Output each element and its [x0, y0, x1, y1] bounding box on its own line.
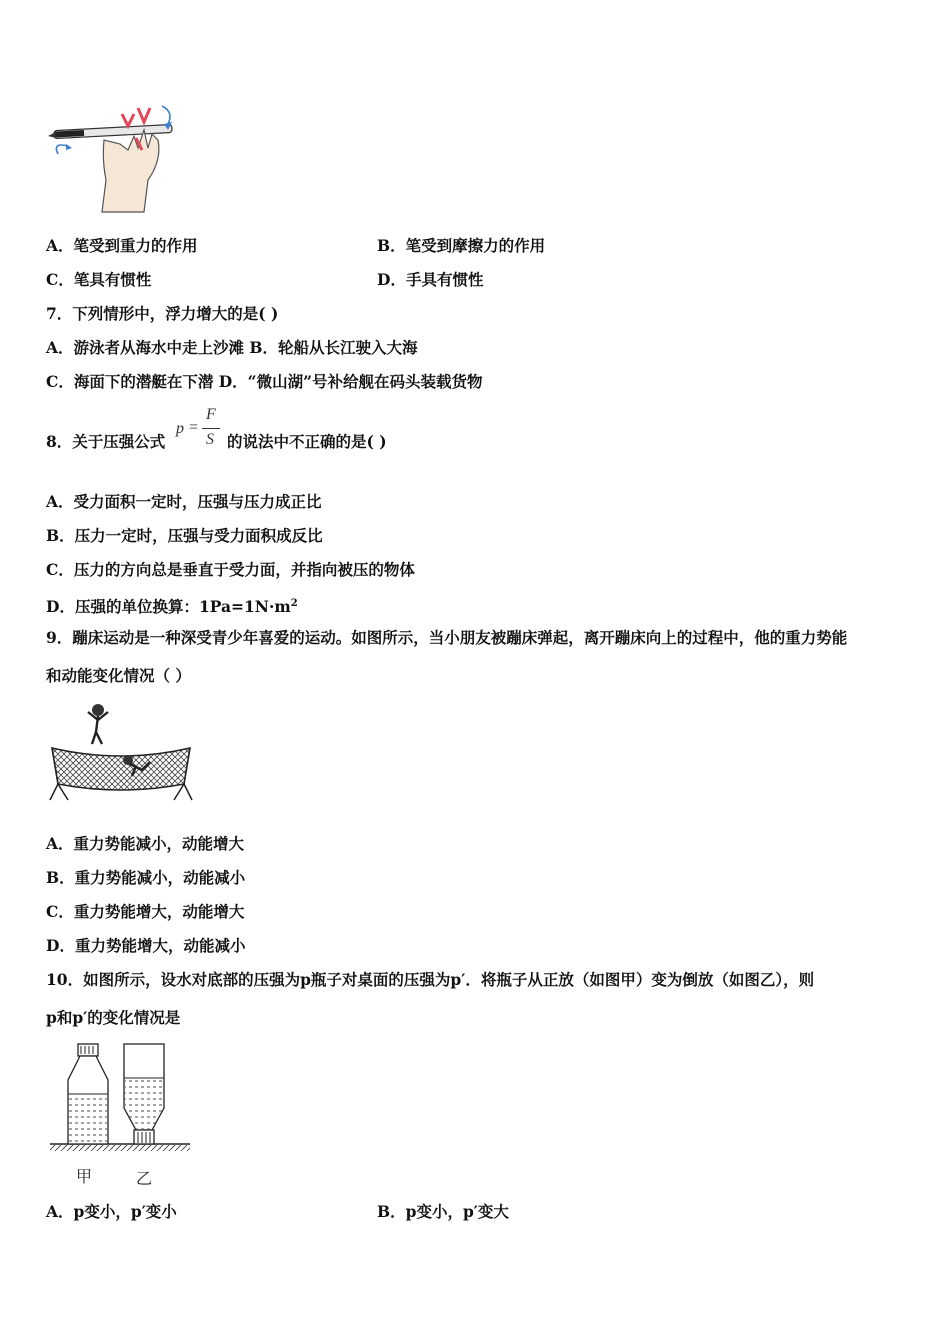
- q8-option-d: [46, 594, 298, 617]
- formula-p: p: [176, 420, 184, 437]
- q10-option-b: B．p变小，p′变大: [377, 1202, 509, 1221]
- figure-label-yi: 乙: [136, 1169, 153, 1188]
- q8-option-d-text: D．压强的单位换算：1Pa=1N·m: [46, 597, 291, 617]
- q6-option-b: B．笔受到摩擦力的作用: [377, 236, 546, 255]
- formula-denominator: S: [206, 431, 214, 448]
- pressure-formula: [174, 406, 224, 454]
- q8-option-a: A．受力面积一定时，压强与压力成正比: [46, 492, 322, 511]
- q9-option-d: D．重力势能增大，动能减小: [46, 936, 246, 955]
- q9-stem-line1: 9．蹦床运动是一种深受青少年喜爱的运动。如图所示，当小朋友被蹦床弹起，离开蹦床向上的过程中，他的重力势能: [46, 628, 848, 647]
- fraction-bar: [202, 428, 220, 429]
- q7-options-cd: C．海面下的潜艇在下潜 D．“微山湖”号补给舰在码头装载货物: [46, 372, 483, 391]
- q6-option-c: C．笔具有惯性: [46, 270, 152, 289]
- q8-option-c: C．压力的方向总是垂直于受力面，并指向被压的物体: [46, 560, 415, 579]
- q9-option-a: A．重力势能减小，动能增大: [46, 834, 245, 853]
- q8-option-d-exponent: 2: [290, 598, 298, 609]
- q10-stem-line1: 10．如图所示，设水对底部的压强为p瓶子对桌面的压强为p′．将瓶子从正放（如图甲）变为倒放（如图乙），则: [46, 970, 815, 989]
- q9-option-b: B．重力势能减小，动能减小: [46, 868, 246, 887]
- q7-options-ab: A．游泳者从海水中走上沙滩 B．轮船从长江驶入大海: [46, 338, 418, 357]
- q10-stem-line2: p和p′的变化情况是: [46, 1008, 181, 1027]
- figure-label-jia: 甲: [76, 1167, 93, 1186]
- hand-pen-figure: [44, 100, 184, 218]
- q7-stem: 7．下列情形中，浮力增大的是( ): [46, 304, 279, 323]
- formula-equals: =: [189, 419, 199, 436]
- q10-option-a: A．p变小，p′变小: [46, 1202, 177, 1221]
- q8-stem-prefix: 8．关于压强公式: [46, 432, 166, 451]
- q8-option-b: B．压力一定时，压强与受力面积成反比: [46, 526, 323, 545]
- q9-stem-line2: 和动能变化情况（ ）: [46, 666, 191, 685]
- formula-numerator: F: [206, 406, 216, 423]
- bottles-figure: [50, 1042, 190, 1152]
- q8-stem-suffix: 的说法中不正确的是( ): [227, 432, 387, 451]
- q6-option-d: D．手具有惯性: [377, 270, 484, 289]
- q6-option-a: A．笔受到重力的作用: [46, 236, 198, 255]
- trampoline-figure: [46, 700, 196, 806]
- q9-option-c: C．重力势能增大，动能增大: [46, 902, 245, 921]
